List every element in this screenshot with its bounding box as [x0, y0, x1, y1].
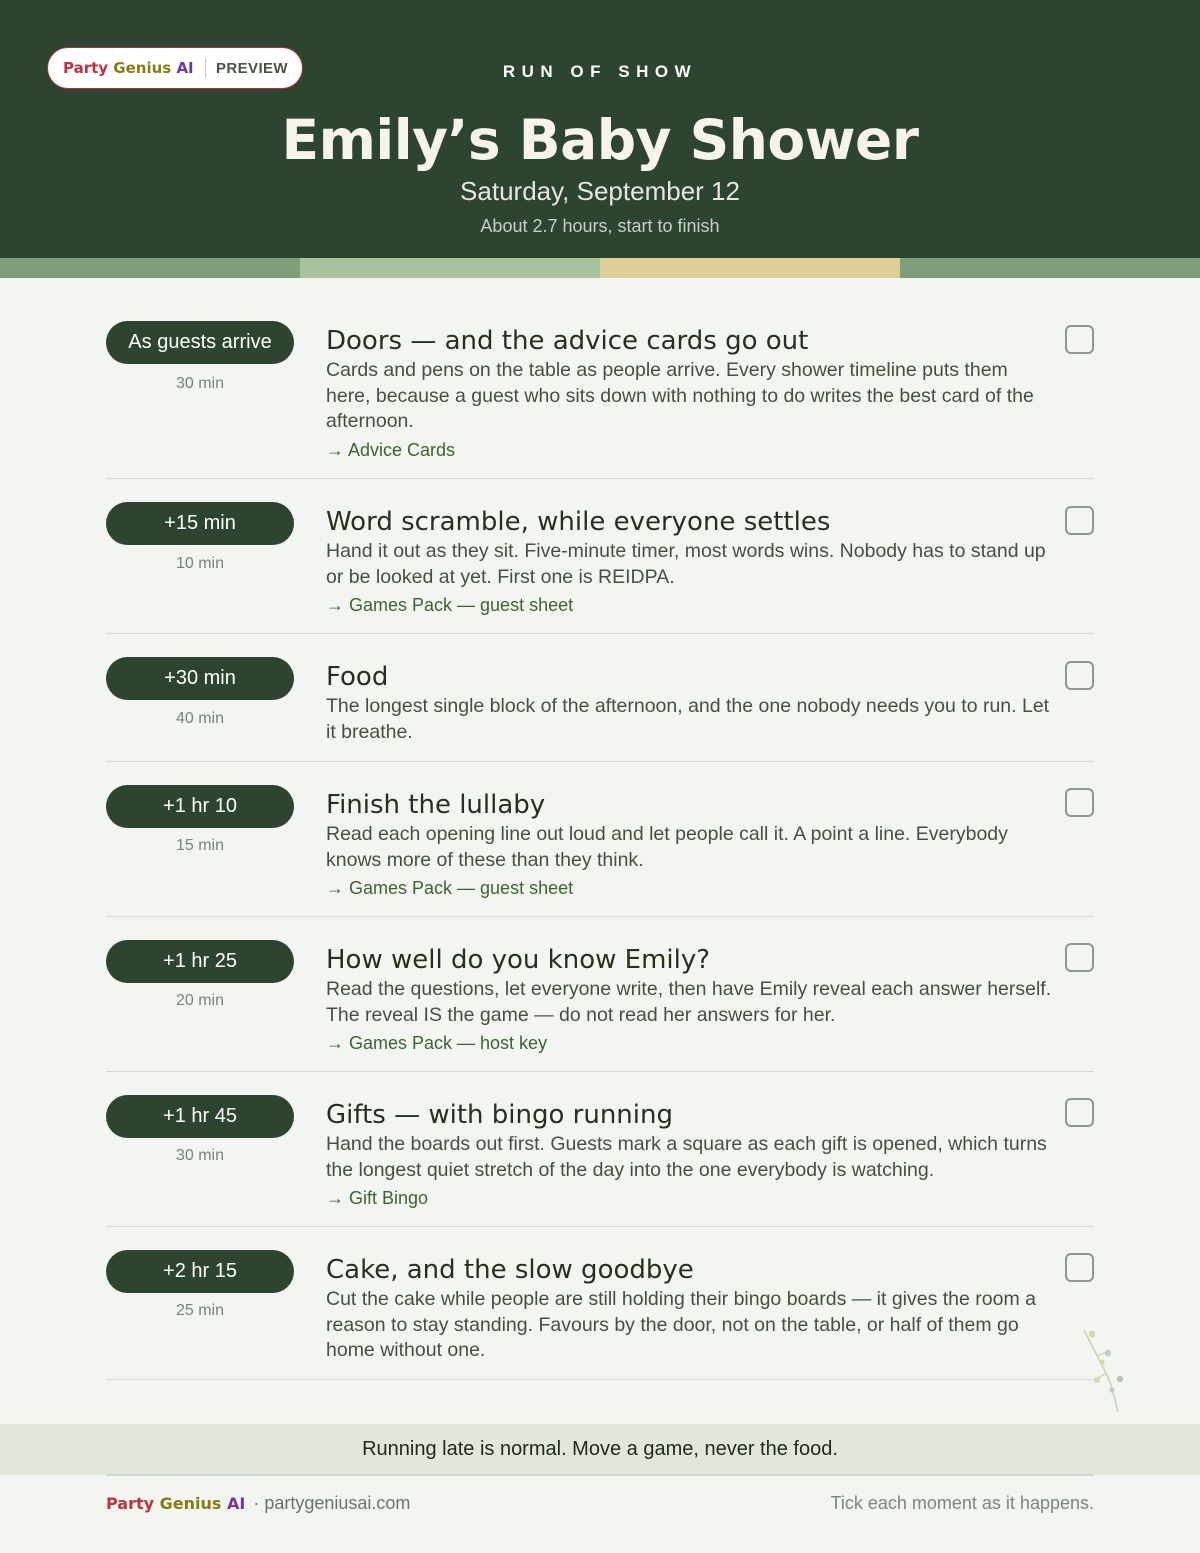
row-content [326, 505, 1056, 617]
row-title: How well do you know Emily? [326, 945, 711, 975]
footer-brand [106, 1493, 410, 1514]
done-checkbox[interactable] [1065, 506, 1094, 535]
block-duration: 10 min [175, 555, 225, 572]
row-title: Doors — and the advice cards go out [326, 326, 809, 356]
done-checkbox[interactable] [1065, 943, 1094, 972]
row-description: Read each opening line out loud and let people call it. A point a line. Everybody knows more of these than they think. [326, 823, 1008, 871]
block-duration: 30 min [175, 1147, 225, 1164]
row-description: Hand the boards out first. Guests mark a square as each gift is opened, which turns the longest quiet stretch of the day into the one everybody is watching. [326, 1133, 1047, 1181]
footer-divider [106, 1474, 1094, 1476]
time-pill: +1 hr 25 [106, 940, 294, 983]
done-checkbox[interactable] [1065, 661, 1094, 690]
done-checkbox[interactable] [1065, 1253, 1094, 1282]
footer-logo-part3: AI [227, 1494, 246, 1513]
block-duration: 25 min [175, 1302, 225, 1319]
schedule-row [106, 502, 1094, 634]
row-description: Cut the cake while people are still holding their bingo boards — it gives the room a reason to stay standing. Favours by the door, not on the table, or half of them go home without one. [326, 1288, 1036, 1362]
sprig-decoration-icon [1070, 1322, 1130, 1414]
schedule-row [106, 940, 1094, 1072]
row-content [326, 1098, 1056, 1210]
row-title: Finish the lullaby [326, 790, 546, 820]
row-description: Hand it out as they sit. Five-minute timer, most words wins. Nobody has to stand up or be looked at yet. First one is REIDPA. [326, 540, 1046, 588]
resource-link[interactable]: → Games Pack — guest sheet [326, 595, 574, 616]
stripe-segment [0, 258, 300, 278]
row-description: Read the questions, let everyone write, then have Emily reveal each answer herself. The reveal IS the game — do not read her answers for her. [326, 978, 1052, 1026]
footer-logo-part2: Genius [159, 1494, 222, 1513]
brand-logo-part1: Party [63, 59, 109, 77]
event-duration: About 2.7 hours, start to finish [480, 216, 720, 236]
time-pill: +15 min [106, 502, 294, 545]
brand-logo-part3: AI [176, 59, 194, 77]
row-title: Cake, and the slow goodbye [326, 1255, 694, 1285]
stripe-segment [900, 258, 1200, 278]
resource-link[interactable]: → Gift Bingo [326, 1188, 429, 1209]
reassurance-note: Running late is normal. Move a game, never the food. [0, 1424, 1200, 1475]
footer-logo-part1: Party [106, 1494, 155, 1513]
resource-link[interactable]: → Advice Cards [326, 440, 456, 461]
block-duration: 30 min [175, 375, 225, 392]
done-checkbox[interactable] [1065, 788, 1094, 817]
schedule-row [106, 1250, 1094, 1380]
row-content [326, 660, 1056, 745]
color-stripe [0, 258, 1200, 278]
row-description: Cards and pens on the table as people arrive. Every shower timeline puts them here, because a guest who sits down with nothing to do writes the best card of the afternoon. [326, 359, 1034, 433]
resource-link[interactable]: → Games Pack — host key [326, 1033, 548, 1054]
block-duration: 20 min [175, 992, 225, 1009]
schedule-row [106, 321, 1094, 479]
resource-link[interactable]: → Games Pack — guest sheet [326, 878, 574, 899]
row-description: The longest single block of the afternoon, and the one nobody needs you to run. Let it breathe. [326, 695, 1050, 743]
footer-website-link[interactable]: · partygeniusai.com [253, 1493, 411, 1513]
time-pill: +2 hr 15 [106, 1250, 294, 1293]
page-kicker: RUN OF SHOW [502, 62, 698, 81]
row-title: Gifts — with bingo running [326, 1100, 673, 1130]
schedule-row [106, 785, 1094, 917]
event-date: Saturday, September 12 [460, 176, 740, 206]
schedule-row [106, 1095, 1094, 1227]
time-pill: As guests arrive [106, 321, 294, 364]
footer-instruction: Tick each moment as it happens. [830, 1493, 1094, 1513]
row-content [326, 324, 1056, 462]
schedule-row [106, 657, 1094, 762]
block-duration: 40 min [175, 710, 225, 727]
brand-logo-part2: Genius [113, 59, 172, 77]
stripe-segment [600, 258, 900, 278]
block-duration: 15 min [175, 837, 225, 854]
row-content [326, 1253, 1056, 1364]
row-title: Food [326, 662, 389, 692]
stripe-segment [300, 258, 600, 278]
preview-label: PREVIEW [216, 59, 288, 77]
time-pill: +1 hr 45 [106, 1095, 294, 1138]
done-checkbox[interactable] [1065, 325, 1094, 354]
page-title: Emily’s Baby Shower [281, 108, 919, 172]
header-banner [0, 0, 1200, 258]
footer-logo [106, 1494, 245, 1513]
row-content [326, 788, 1056, 900]
row-content [326, 943, 1056, 1055]
row-title: Word scramble, while everyone settles [326, 507, 831, 537]
time-pill: +1 hr 10 [106, 785, 294, 828]
time-pill: +30 min [106, 657, 294, 700]
done-checkbox[interactable] [1065, 1098, 1094, 1127]
